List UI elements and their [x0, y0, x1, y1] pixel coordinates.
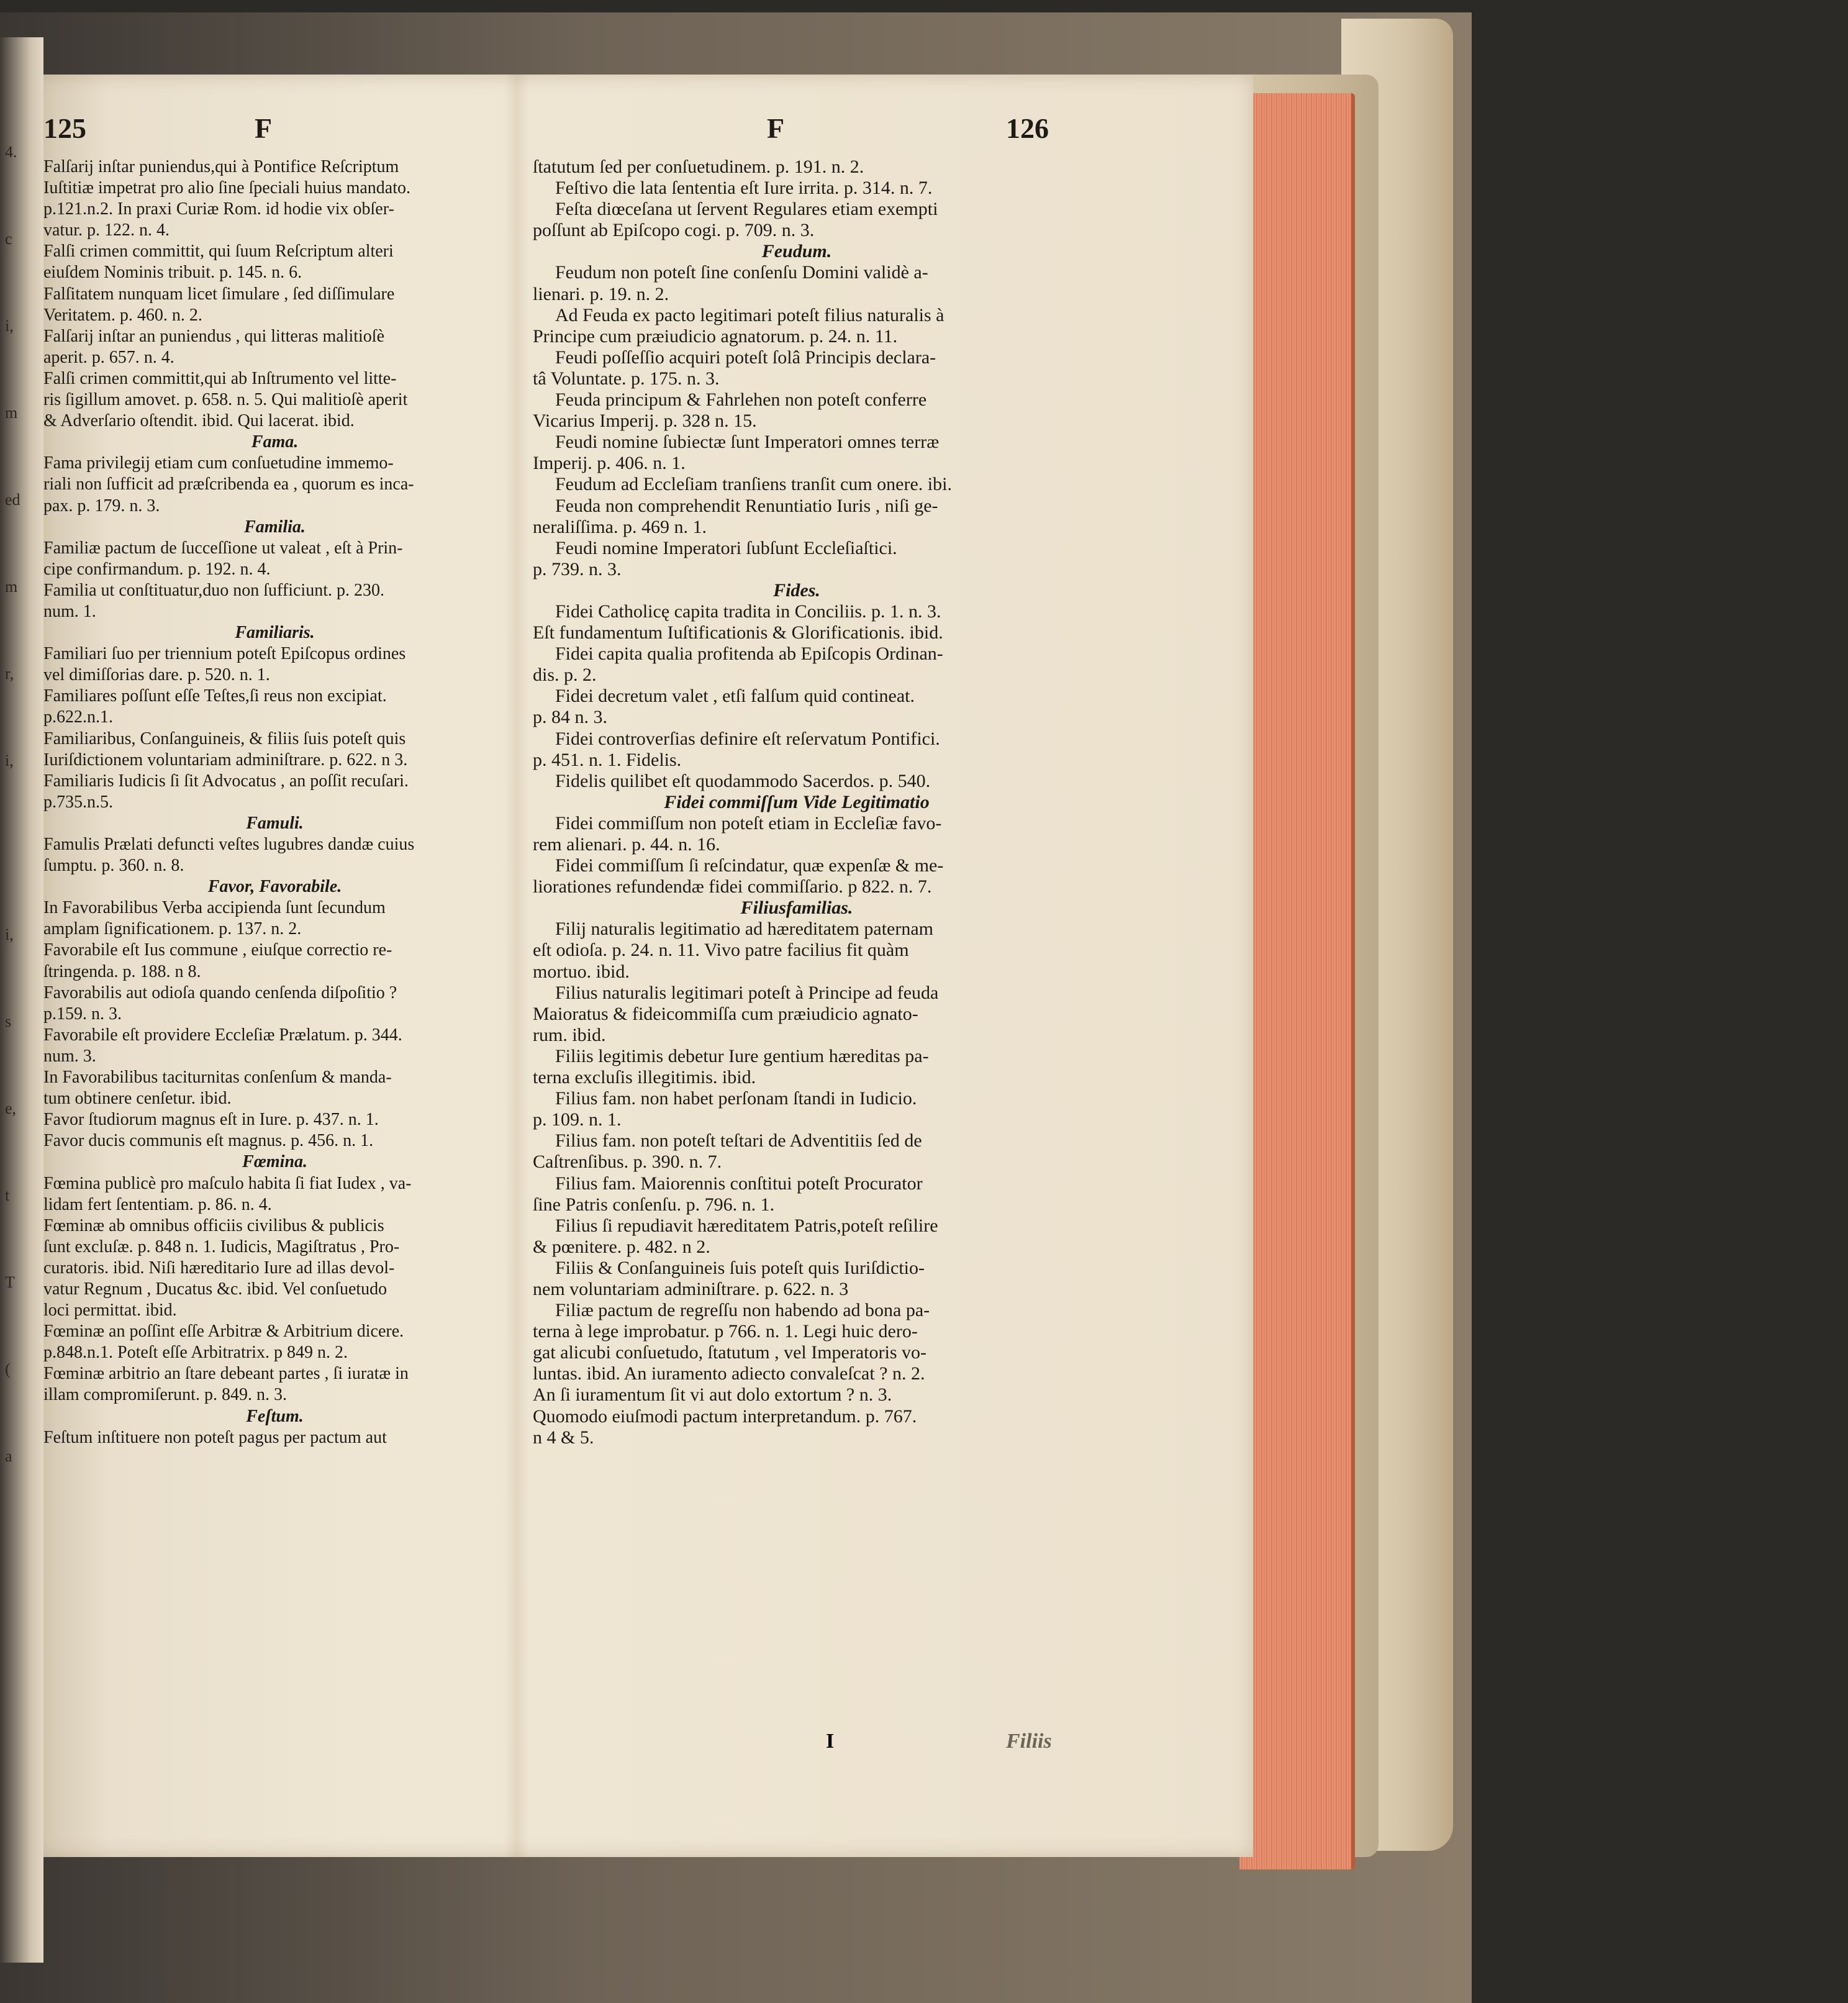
entry-line: Filius fam. non poteſt teſtari de Adventitiis ſed de [555, 1130, 922, 1151]
page-number-left: 125 [43, 112, 86, 144]
entry-line: Veritatem. p. 460. n. 2. [43, 305, 202, 325]
entry-line: Eſt fundamentum Iuſtificationis & Glorificationis. ibid. [533, 622, 943, 643]
entry-line: Feſta diœceſana ut ſervent Regulares etiam exempti [555, 199, 938, 220]
margin-fragment: e, [5, 1099, 17, 1117]
entry-line: ſine Patris conſenſu. p. 796. n. 1. [533, 1194, 775, 1215]
margin-fragment: m [5, 578, 18, 596]
entry-line: curatoris. ibid. Niſi hæreditario Iure ad illas devol- [43, 1258, 395, 1278]
entry-line: lienari. p. 19. n. 2. [533, 283, 669, 304]
left-column-lines [43, 157, 506, 1448]
entry-heading: Fidei commiſſum Vide Legitimatio [664, 791, 930, 812]
entry-line: cipe confirmandum. p. 192. n. 4. [43, 559, 271, 579]
entry-line: Iuſtitiæ impetrat pro alio ſine ſpeciali huius mandato. [43, 178, 410, 198]
margin-fragment: a [5, 1447, 12, 1465]
margin-fragment: T [5, 1273, 15, 1291]
entry-line: Fœminæ arbitrio an ſtare debeant partes , ſi iuratæ in [43, 1364, 409, 1384]
margin-fragment: i, [5, 752, 14, 770]
entry-line: poſſunt ab Epiſcopo cogi. p. 709. n. 3. [533, 220, 815, 241]
entry-line: Fidei commiſſum ſi reſcindatur, quæ expenſæ & me- [555, 855, 944, 876]
entry-line: Favorabilis aut odioſa quando cenſenda diſpoſitio ? [43, 983, 397, 1002]
entry-line: p. 84 n. 3. [533, 707, 607, 728]
entry-line: num. 1. [43, 601, 96, 621]
entry-line: Favorabile eſt providere Eccleſiæ Prælatum. p. 344. [43, 1025, 402, 1045]
entry-line: eiuſdem Nominis tribuit. p. 145. n. 6. [43, 263, 302, 283]
entry-line: vatur Regnum , Ducatus &c. ibid. Vel conſuetudo [43, 1279, 387, 1299]
entry-heading: Feſtum. [246, 1406, 304, 1426]
entry-line: Familiari ſuo per triennium poteſt Epiſcopus ordines [43, 644, 406, 664]
entry-heading: Fama. [251, 432, 299, 452]
section-letter-left: F [255, 112, 273, 144]
entry-line: Falſi crimen committit,qui ab Inſtrumento vel litte- [43, 368, 397, 388]
entry-line: Falſitatem nunquam licet ſimulare , ſed diſſimulare [43, 284, 395, 304]
entry-line: Quomodo eiuſmodi pactum interpretandum. p. 767. [533, 1406, 917, 1427]
entry-line: Feuda non comprehendit Renuntiatio Iuris , niſi ge- [555, 495, 938, 516]
entry-line: p.622.n.1. [43, 707, 113, 727]
entry-line: Fœminæ ab omnibus officiis civilibus & publicis [43, 1215, 384, 1235]
entry-line: nem voluntariam adminiſtrare. p. 622. n. 3 [533, 1278, 849, 1299]
margin-fragment: m [5, 404, 18, 422]
entry-line: Feudum ad Eccleſiam tranſiens tranſit cum onere. ibi. [555, 474, 952, 495]
entry-line: Filiis legitimis debetur Iure gentium hæreditas pa- [555, 1045, 929, 1066]
entry-line: rem alienari. p. 44. n. 16. [533, 834, 720, 855]
margin-fragment: s [5, 1012, 12, 1030]
entry-line: ſtatutum ſed per conſuetudinem. p. 191. n. 2. [533, 157, 864, 177]
entry-line: terna à lege improbatur. p 766. n. 1. Legi huic dero- [533, 1321, 918, 1342]
entry-line: Fidei Catholicę capita tradita in Conciliis. p. 1. n. 3. [555, 601, 941, 622]
margin-fragment: ed [5, 491, 20, 509]
entry-line: tum obtinere cenſetur. ibid. [43, 1089, 232, 1109]
margin-fragment: t [5, 1186, 10, 1204]
entry-line: Familiæ pactum de ſucceſſione ut valeat , eſt à Prin- [43, 538, 403, 558]
entry-line: Feſtum inſtituere non poteſt pagus per pactum aut [43, 1427, 387, 1447]
entry-line: neraliſſima. p. 469 n. 1. [533, 516, 707, 537]
entry-line: In Favorabilibus Verba accipienda ſunt ſecundum [43, 898, 386, 918]
entry-line: rum. ibid. [533, 1024, 606, 1045]
entry-line: In Favorabilibus taciturnitas conſenſum & manda- [43, 1068, 392, 1088]
entry-line: Favor ſtudiorum magnus eſt in Iure. p. 437. n. 1. [43, 1110, 379, 1130]
entry-line: ris ſigillum amovet. p. 658. n. 5. Qui malitioſè aperit [43, 390, 408, 410]
entry-line: Falſarij inſtar puniendus,qui à Pontifice Reſcriptum [43, 157, 399, 176]
entry-line: Feuda principum & Fahrlehen non poteſt conferre [555, 389, 927, 411]
entry-line: p. 739. n. 3. [533, 558, 622, 579]
entry-line: n 4 & 5. [533, 1427, 594, 1448]
entry-line: Caſtrenſibus. p. 390. n. 7. [533, 1151, 722, 1173]
entry-line: eſt odioſa. p. 24. n. 11. Vivo patre facilius fit quàm [533, 940, 909, 961]
entry-line: Familiares poſſunt eſſe Teſtes,ſi reus non excipiat. [43, 686, 387, 706]
entry-line: Feudum non poteſt ſine conſenſu Domini validè a- [555, 262, 928, 283]
entry-line: Feſtivo die lata ſententia eſt Iure irrita. p. 314. n. 7. [555, 178, 933, 199]
entry-line: Fœmina publicè pro maſculo habita ſi fiat Iudex , va- [43, 1173, 412, 1193]
entry-line: Fœminæ an poſſint eſſe Arbitræ & Arbitrium dicere. [43, 1322, 404, 1342]
entry-line: Favor ducis communis eſt magnus. p. 456. n. 1. [43, 1131, 374, 1151]
margin-fragment: 4. [5, 143, 17, 161]
entry-line: Favorabile eſt Ius commune , eiuſque correctio re- [43, 940, 392, 960]
entry-heading: Favor, Favorabile. [207, 877, 342, 897]
entry-line: Fama privilegij etiam cum conſuetudine immemo- [43, 453, 394, 473]
entry-line: Falſarij inſtar an puniendus , qui litteras malitioſè [43, 326, 384, 346]
entry-line: & pœnitere. p. 482. n 2. [533, 1236, 710, 1257]
entry-line: Imperij. p. 406. n. 1. [533, 453, 686, 474]
entry-line: Fidei commiſſum non poteſt etiam in Eccleſiæ favo- [555, 812, 942, 833]
entry-line: p.121.n.2. In praxi Curiæ Rom. id hodie vix obſer- [43, 199, 394, 219]
entry-line: dis. p. 2. [533, 665, 597, 686]
entry-line: terna excluſis illegitimis. ibid. [533, 1067, 756, 1088]
entry-line: aperit. p. 657. n. 4. [43, 347, 174, 367]
entry-heading: Familiaris. [235, 623, 315, 643]
entry-line: ſunt excluſæ. p. 848 n. 1. Iudicis, Magiſtratus , Pro- [43, 1237, 400, 1256]
margin-fragment: i, [5, 317, 14, 335]
entry-line: loci permittat. ibid. [43, 1301, 177, 1320]
red-page-edges [1239, 93, 1355, 1869]
entry-line: luntas. ibid. An iuramento adiecto convaleſcat ? n. 2. [533, 1363, 925, 1384]
column-gutter [504, 75, 529, 1857]
margin-fragment: r, [5, 665, 14, 683]
entry-line: Fidei controverſias definire eſt reſervatum Pontifici. [555, 728, 940, 749]
entry-line: amplam ſignificationem. p. 137. n. 2. [43, 919, 302, 939]
signature-mark: I [826, 1730, 835, 1753]
entry-line: Familiaris Iudicis ſi ſit Advocatus , an poſſit recuſari. [43, 771, 409, 791]
entry-line: gat alicubi conſuetudo, ſtatutum , vel Imperatoris vo- [533, 1342, 926, 1363]
entry-heading: Fides. [773, 579, 820, 601]
entry-line: Filius fam. non habet perſonam ſtandi in Iudicio. [555, 1088, 917, 1109]
entry-line: Familiaribus, Conſanguineis, & filiis ſuis poteſt quis [43, 729, 406, 748]
entry-heading: Fœmina. [242, 1152, 308, 1172]
entry-line: Vicarius Imperij. p. 328 n. 15. [533, 411, 757, 432]
entry-line: illam compromiſerunt. p. 849. n. 3. [43, 1385, 287, 1405]
entry-line: p.848.n.1. Poteſt eſſe Arbitratrix. p 849 n. 2. [43, 1343, 348, 1363]
entry-line: mortuo. ibid. [533, 961, 630, 982]
entry-line: Feudi nomine Imperatori ſubſunt Eccleſiaſtici. [555, 537, 897, 558]
entry-line: ſtringenda. p. 188. n 8. [43, 961, 201, 981]
entry-line: Feudi nomine ſubiectæ ſunt Imperatori omnes terræ [555, 432, 940, 453]
entry-line: p. 109. n. 1. [533, 1109, 622, 1130]
entry-line: Filius ſi repudiavit hæreditatem Patris,poteſt reſilire [555, 1215, 938, 1236]
entry-line: pax. p. 179. n. 3. [43, 496, 160, 516]
entry-line: Filiis & Conſanguineis ſuis poteſt quis Iuriſdictio- [555, 1257, 925, 1278]
entry-line: Fidei decretum valet , etſi falſum quid contineat. [555, 686, 915, 707]
entry-line: Maioratus & fideicommiſſa cum præiudicio agnato- [533, 1003, 918, 1024]
catchword: Filiis [1006, 1730, 1052, 1753]
entry-line: Filiæ pactum de regreſſu non habendo ad bona pa- [555, 1300, 930, 1321]
entry-line: p.159. n. 3. [43, 1004, 122, 1024]
entry-line: Iuriſdictionem voluntariam adminiſtrare. p. 622. n 3. [43, 750, 408, 770]
page-number-right: 126 [1006, 112, 1049, 144]
entry-line: ſumptu. p. 360. n. 8. [43, 856, 184, 876]
entry-line: Fidelis quilibet eſt quodammodo Sacerdos. p. 540. [555, 770, 931, 791]
entry-line: Feudi poſſeſſio acquiri poteſt ſolâ Principis declara- [555, 347, 936, 368]
entry-line: lidam fert ſententiam. p. 86. n. 4. [43, 1194, 272, 1214]
entry-line: Principe cum præiudicio agnatorum. p. 24. n. 11. [533, 325, 898, 347]
margin-fragment: c [5, 230, 12, 248]
entry-heading: Feudum. [761, 241, 832, 262]
margin-fragment: i, [5, 925, 14, 943]
entry-line: Falſi crimen committit, qui ſuum Reſcriptum alteri [43, 242, 394, 261]
entry-line: tâ Voluntate. p. 175. n. 3. [533, 368, 720, 389]
entry-line: Filij naturalis legitimatio ad hæreditatem paternam [555, 919, 934, 940]
entry-line: vel dimiſſorias dare. p. 520. n. 1. [43, 665, 270, 685]
entry-line: riali non ſufficit ad præſcribenda ea , quorum es inca- [43, 475, 414, 494]
right-column-lines [533, 157, 1061, 1448]
entry-line: num. 3. [43, 1046, 96, 1066]
entry-line: Familia ut conſtituatur,duo non ſufficiunt. p. 230. [43, 580, 384, 600]
entry-line: Ad Feuda ex pacto legitimari poteſt filius naturalis à [555, 304, 944, 325]
margin-fragment: ( [5, 1360, 11, 1378]
entry-heading: Famuli. [246, 813, 304, 833]
entry-heading: Familia. [244, 517, 306, 537]
entry-line: An ſi iuramentum ſit vi aut dolo extortum ? n. 3. [533, 1384, 892, 1406]
entry-line: Filius naturalis legitimari poteſt à Principe ad feuda [555, 982, 939, 1003]
entry-heading: Filiusfamilias. [740, 897, 853, 919]
entry-line: & Adverſario oſtendit. ibid. Qui lacerat. ibid. [43, 411, 355, 431]
entry-line: liorationes refundendæ fidei commiſſario. p 822. n. 7. [533, 876, 932, 897]
entry-line: Fidei capita qualia profitenda ab Epiſcopis Ordinan- [555, 643, 943, 665]
section-letter-right: F [767, 112, 785, 144]
entry-line: vatur. p. 122. n. 4. [43, 220, 170, 240]
entry-line: Famulis Prælati defuncti veſtes lugubres dandæ cuius [43, 835, 415, 854]
entry-line: p.735.n.5. [43, 792, 113, 812]
entry-line: p. 451. n. 1. Fidelis. [533, 749, 682, 770]
entry-line: Filius fam. Maiorennis conſtitui poteſt Procurator [555, 1173, 923, 1194]
